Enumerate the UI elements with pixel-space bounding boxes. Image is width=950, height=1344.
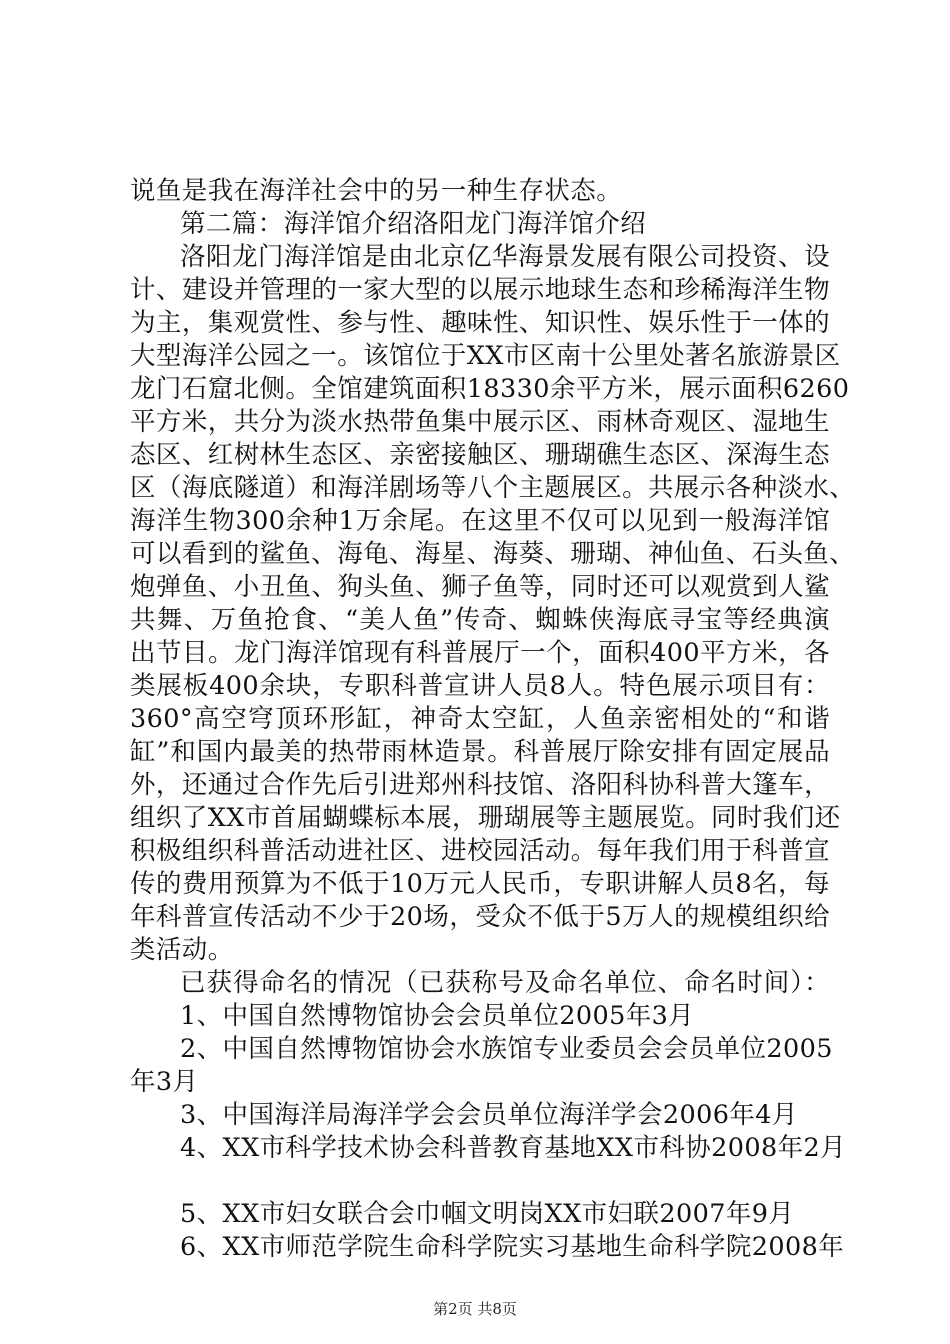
text-line: 炮弹鱼、小丑鱼、狗头鱼、狮子鱼等，同时还可以观赏到人鲨	[130, 572, 830, 602]
text-line: 态区、红树林生态区、亲密接触区、珊瑚礁生态区、深海生态	[130, 440, 830, 470]
text-line: 积极组织科普活动进社区、进校园活动。每年我们用于科普宣	[130, 836, 830, 866]
list-item: 1、中国自然博物馆协会会员单位2005年3月	[180, 1001, 695, 1031]
text-line: 说鱼是我在海洋社会中的另一种生存状态。	[130, 176, 623, 206]
list-item: 2、中国自然博物馆协会水族馆专业委员会会员单位2005	[180, 1034, 833, 1064]
text-line: 龙门石窟北侧。全馆建筑面积18330余平方米，展示面积6260	[130, 374, 850, 404]
text-line: 出节目。龙门海洋馆现有科普展厅一个，面积400平方米，各	[130, 638, 830, 668]
list-item: 3、中国海洋局海洋学会会员单位海洋学会2006年4月	[180, 1100, 798, 1130]
text-line: 海洋生物300余种1万余尾。在这里不仅可以见到一般海洋馆	[130, 506, 830, 536]
list-item: 6、XX市师范学院生命科学院实习基地生命科学院2008年	[180, 1232, 845, 1262]
text-line: 为主，集观赏性、参与性、趣味性、知识性、娱乐性于一体的	[130, 308, 830, 338]
list-item: 4、XX市科学技术协会科普教育基地XX市科协2008年2月	[180, 1133, 847, 1163]
text-line: 平方米，共分为淡水热带鱼集中展示区、雨林奇观区、湿地生	[130, 407, 830, 437]
text-line: 360°高空穹顶环形缸，神奇太空缸，人鱼亲密相处的“和谐	[130, 704, 830, 734]
text-line: 类展板400余块，专职科普宣讲人员8人。特色展示项目有：	[130, 671, 830, 701]
text-line: 年科普宣传活动不少于20场，受众不低于5万人的规模组织给	[130, 902, 830, 932]
text-line: 可以看到的鲨鱼、海龟、海星、海葵、珊瑚、神仙鱼、石头鱼、	[130, 539, 856, 569]
text-line: 传的费用预算为不低于10万元人民币，专职讲解人员8名，每	[130, 869, 830, 899]
page-number: 第2页 共8页	[433, 1300, 517, 1318]
text-line: 组织了XX市首届蝴蝶标本展，珊瑚展等主题展览。同时我们还	[130, 803, 841, 833]
section-heading: 第二篇：海洋馆介绍洛阳龙门海洋馆介绍	[180, 209, 647, 239]
text-line: 洛阳龙门海洋馆是由北京亿华海景发展有限公司投资、设	[180, 242, 830, 272]
text-line: 大型海洋公园之一。该馆位于XX市区南十公里处著名旅游景区	[130, 341, 841, 371]
list-item-continuation: 年3月	[130, 1067, 199, 1097]
text-line: 计、建设并管理的一家大型的以展示地球生态和珍稀海洋生物	[130, 275, 830, 305]
text-line: 外，还通过合作先后引进郑州科技馆、洛阳科协科普大篷车，	[130, 770, 830, 800]
text-line: 共舞、万鱼抢食、“美人鱼”传奇、蜘蛛侠海底寻宝等经典演	[130, 605, 830, 635]
text-line: 类活动。	[130, 935, 234, 965]
list-item: 5、XX市妇女联合会巾帼文明岗XX市妇联2007年9月	[180, 1199, 795, 1229]
text-line: 区（海底隧道）和海洋剧场等八个主题展区。共展示各种淡水、	[130, 473, 856, 503]
text-line: 已获得命名的情况（已获称号及命名单位、命名时间）：	[180, 968, 830, 998]
text-line: 缸”和国内最美的热带雨林造景。科普展厅除安排有固定展品	[130, 737, 830, 767]
